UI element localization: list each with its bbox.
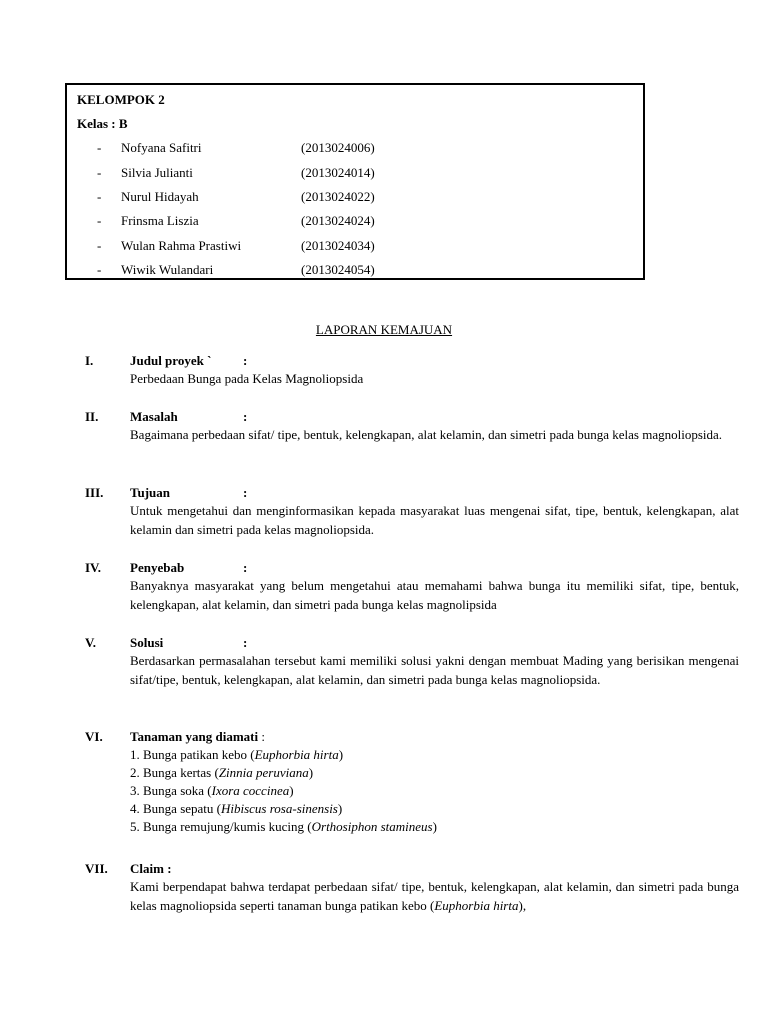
member-dash: - [97,238,102,253]
section-body [130,878,739,915]
section-number: II. [85,409,99,424]
section-heading [130,728,265,746]
section-number: VI. [85,729,103,744]
list-item [130,800,739,818]
member-dash: - [97,189,102,204]
member-nim: (2013024024) [301,213,375,228]
member-name: Nofyana Safitri [121,140,202,155]
section-colon: : [243,353,248,368]
section-colon: : [243,485,248,500]
plant-name: 1. Bunga patikan kebo ( [130,747,255,762]
section-heading: Masalah [130,409,178,424]
member-nim: (2013024022) [301,189,375,204]
section-colon: : [243,560,248,575]
member-name: Wiwik Wulandari [121,262,214,277]
member-dash: - [97,140,102,155]
member-name: Frinsma Liszia [121,213,199,228]
member-dash: - [97,213,102,228]
section-heading: Claim : [130,861,172,876]
section-body: Bagaimana perbedaan sifat/ tipe, bentuk, kelengkapan, alat kelamin, dan simetri pada bunga kelas magnoliopsida. [130,427,723,442]
member-nim: (2013024014) [301,165,375,180]
section-body: Perbedaan Bunga pada Kelas Magnoliopsida [130,371,364,386]
section-colon: : [243,409,248,424]
list-item [130,782,739,800]
section-body: Untuk mengetahui dan menginformasikan kepada masyarakat luas mengenai sifat, tipe, bentuk, kelengkapan, alat kelamin dan simetri pada kelas magnoliopsida. [130,503,739,537]
section-number: VII. [85,861,108,876]
member-name: Silvia Julianti [121,165,193,180]
list-item [130,818,739,836]
paren-close: ) [432,819,437,834]
section-body: Berdasarkan permasalahan tersebut kami memiliki solusi yakni dengan membuat Mading yang berisikan mengenai sifat/tipe, bentuk, kelengkapan, alat kelamin, dan simetri pada bunga kelas magnoliopsida. [130,653,739,687]
plant-name: 5. Bunga remujung/kumis kucing ( [130,819,312,834]
plant-latin-name: Ixora coccinea [211,783,290,798]
member-nim: (2013024034) [301,238,375,253]
claim-latin-name: Euphorbia hirta [434,897,519,913]
member-dash: - [97,262,102,277]
plant-name: 4. Bunga sepatu ( [130,801,221,816]
section-body: Banyaknya masyarakat yang belum mengetahui atau memahami bahwa bunga itu memiliki sifat, tipe, bentuk, kelengkapan, alat kelamin, dan simetri pada bunga kelas magnolipsida [130,578,739,612]
list-item [130,746,739,764]
paren-close: ) [337,801,343,816]
section-number: V. [85,635,96,650]
section-heading: Judul proyek ` [130,353,212,368]
report-title: LAPORAN KEMAJUAN [315,322,453,337]
section-heading-text: Tanaman yang diamati [130,729,259,744]
paren-close: ) [338,747,344,762]
group-title: KELOMPOK 2 [77,92,165,107]
plant-name: 3. Bunga soka ( [130,783,212,798]
plant-latin-name: Euphorbia hirta [254,747,339,762]
section-number: IV. [85,560,102,575]
section-heading: Penyebab [130,560,185,575]
plant-latin-name: Orthosiphon stamineus [311,819,433,834]
member-row [67,262,637,278]
plant-name: 2. Bunga kertas ( [130,765,219,780]
member-row [67,189,637,205]
plant-latin-name: Zinnia peruviana [218,765,309,780]
section-heading: Tujuan [130,485,170,500]
paren-close: ) [289,783,294,798]
section-colon: : [261,729,265,744]
member-name: Wulan Rahma Prastiwi [121,238,242,253]
list-item [130,764,739,782]
member-row [67,140,637,156]
member-nim: (2013024054) [301,262,375,277]
member-row [67,238,637,254]
section-colon: : [243,635,248,650]
member-row [67,165,637,181]
member-row [67,213,637,229]
claim-text: Kami berpendapat bahwa terdapat perbedaan sifat/ tipe, bentuk, kelengkapan, alat kelamin, dan simetri pada bunga kelas magnoliopsida seperti tanaman bunga patikan kebo ( [130,879,739,913]
member-nim: (2013024006) [301,140,375,155]
paren-close: ) [308,765,314,780]
plant-list [130,746,739,836]
section-number: I. [85,353,94,368]
plant-latin-name: Hibiscus rosa-sinensis [220,801,338,816]
member-dash: - [97,165,102,180]
section-heading: Solusi [130,635,164,650]
group-info-box [65,83,645,280]
group-class: Kelas : B [77,116,128,131]
member-name: Nurul Hidayah [121,189,199,204]
claim-text-end: ), [518,897,527,913]
section-number: III. [85,485,104,500]
